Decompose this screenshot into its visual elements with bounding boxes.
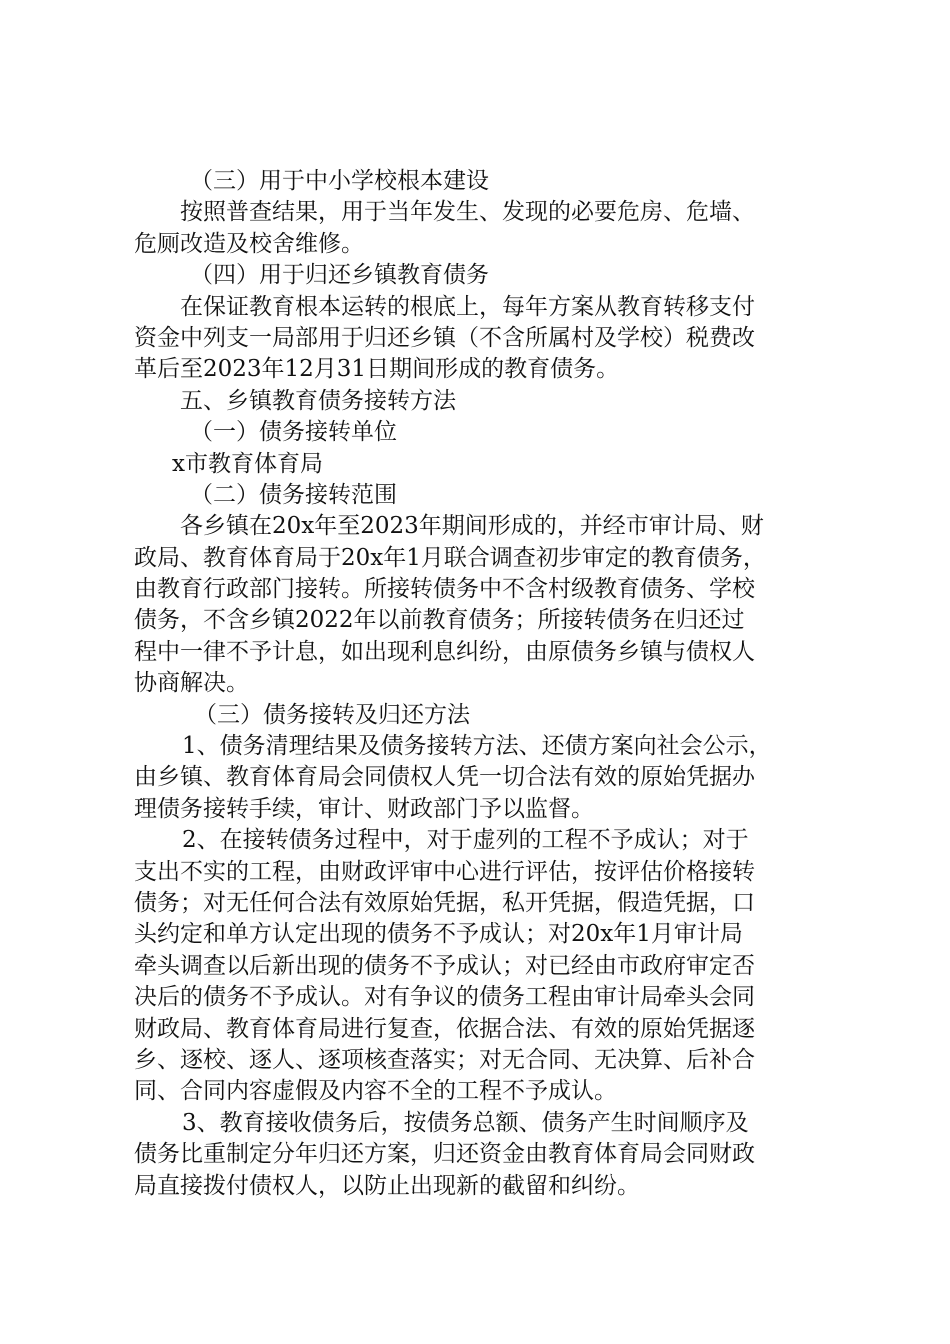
paragraph-line: 政局、教育体育局于20x年1月联合调查初步审定的教育债务， (134, 544, 766, 571)
paragraph-line: 资金中列支一局部用于归还乡镇（不含所属村及学校）税费改 (134, 324, 755, 351)
paragraph-line: 危厕改造及校舍维修。 (134, 230, 364, 257)
paragraph-line: x市教育体育局 (172, 450, 323, 477)
paragraph-line: 局直接拨付债权人，以防止出现新的截留和纠纷。 (134, 1172, 640, 1199)
paragraph-line: 协商解决。 (134, 670, 249, 697)
paragraph-line: 牵头调查以后新出现的债务不予成认；对已经由市政府审定否 (134, 952, 755, 979)
paragraph-line: 3、教育接收债务后，按债务总额、债务产生时间顺序及 (182, 1109, 749, 1136)
paragraph-line: 决后的债务不予成认。对有争议的债务工程由审计局牵头会同 (134, 984, 755, 1011)
paragraph-line: 财政局、教育体育局进行复查，依据合法、有效的原始凭据逐 (134, 1015, 755, 1042)
paragraph-line: 乡、逐校、逐人、逐项核查落实；对无合同、无决算、后补合 (134, 1046, 755, 1073)
paragraph-line: 同、合同内容虚假及内容不全的工程不予成认。 (134, 1078, 617, 1105)
paragraph-line: 按照普查结果，用于当年发生、发现的必要危房、危墙、 (180, 199, 755, 226)
section-heading-debt-repayment: （四）用于归还乡镇教育债务 (190, 262, 489, 289)
chapter-heading-debt-transfer: 五、乡镇教育债务接转方法 (180, 387, 456, 414)
paragraph-line: 2、在接转债务过程中，对于虚列的工程不予成认；对于 (182, 827, 749, 854)
paragraph-line: 在保证教育根本运转的根底上，每年方案从教育转移支付 (180, 293, 755, 320)
paragraph-line: 债务比重制定分年归还方案，归还资金由教育体育局会同财政 (134, 1141, 755, 1168)
section-heading-transfer-scope: （二）债务接转范围 (190, 481, 397, 508)
paragraph-line: 各乡镇在20x年至2023年期间形成的，并经市审计局、财 (180, 513, 764, 540)
paragraph-line: 债务；对无任何合法有效原始凭据，私开凭据，假造凭据，口 (134, 889, 755, 916)
paragraph-line: 1、债务清理结果及债务接转方法、还债方案向社会公示， (182, 733, 772, 760)
paragraph-line: 由乡镇、教育体育局会同债权人凭一切合法有效的原始凭据办 (134, 764, 755, 791)
paragraph-line: 理债务接转手续，审计、财政部门予以监督。 (134, 795, 594, 822)
paragraph-line: 债务，不含乡镇2022年以前教育债务；所接转债务在归还过 (134, 607, 745, 634)
paragraph-line: 支出不实的工程，由财政评审中心进行评估，按评估价格接转 (134, 858, 755, 885)
paragraph-line: 头约定和单方认定出现的债务不予成认；对20x年1月审计局 (134, 921, 743, 948)
paragraph-line: 革后至2023年12月31日期间形成的教育债务。 (134, 356, 620, 383)
paragraph-line: 由教育行政部门接转。所接转债务中不含村级教育债务、学校 (134, 576, 755, 603)
document-body (134, 166, 824, 1202)
section-heading-transfer-unit: （一）债务接转单位 (190, 419, 397, 446)
section-heading-transfer-method: （三）债务接转及归还方法 (194, 701, 470, 728)
section-heading-construction: （三）用于中小学校根本建设 (190, 168, 489, 194)
paragraph-line: 程中一律不予计息，如出现利息纠纷，由原债务乡镇与债权人 (134, 638, 755, 665)
